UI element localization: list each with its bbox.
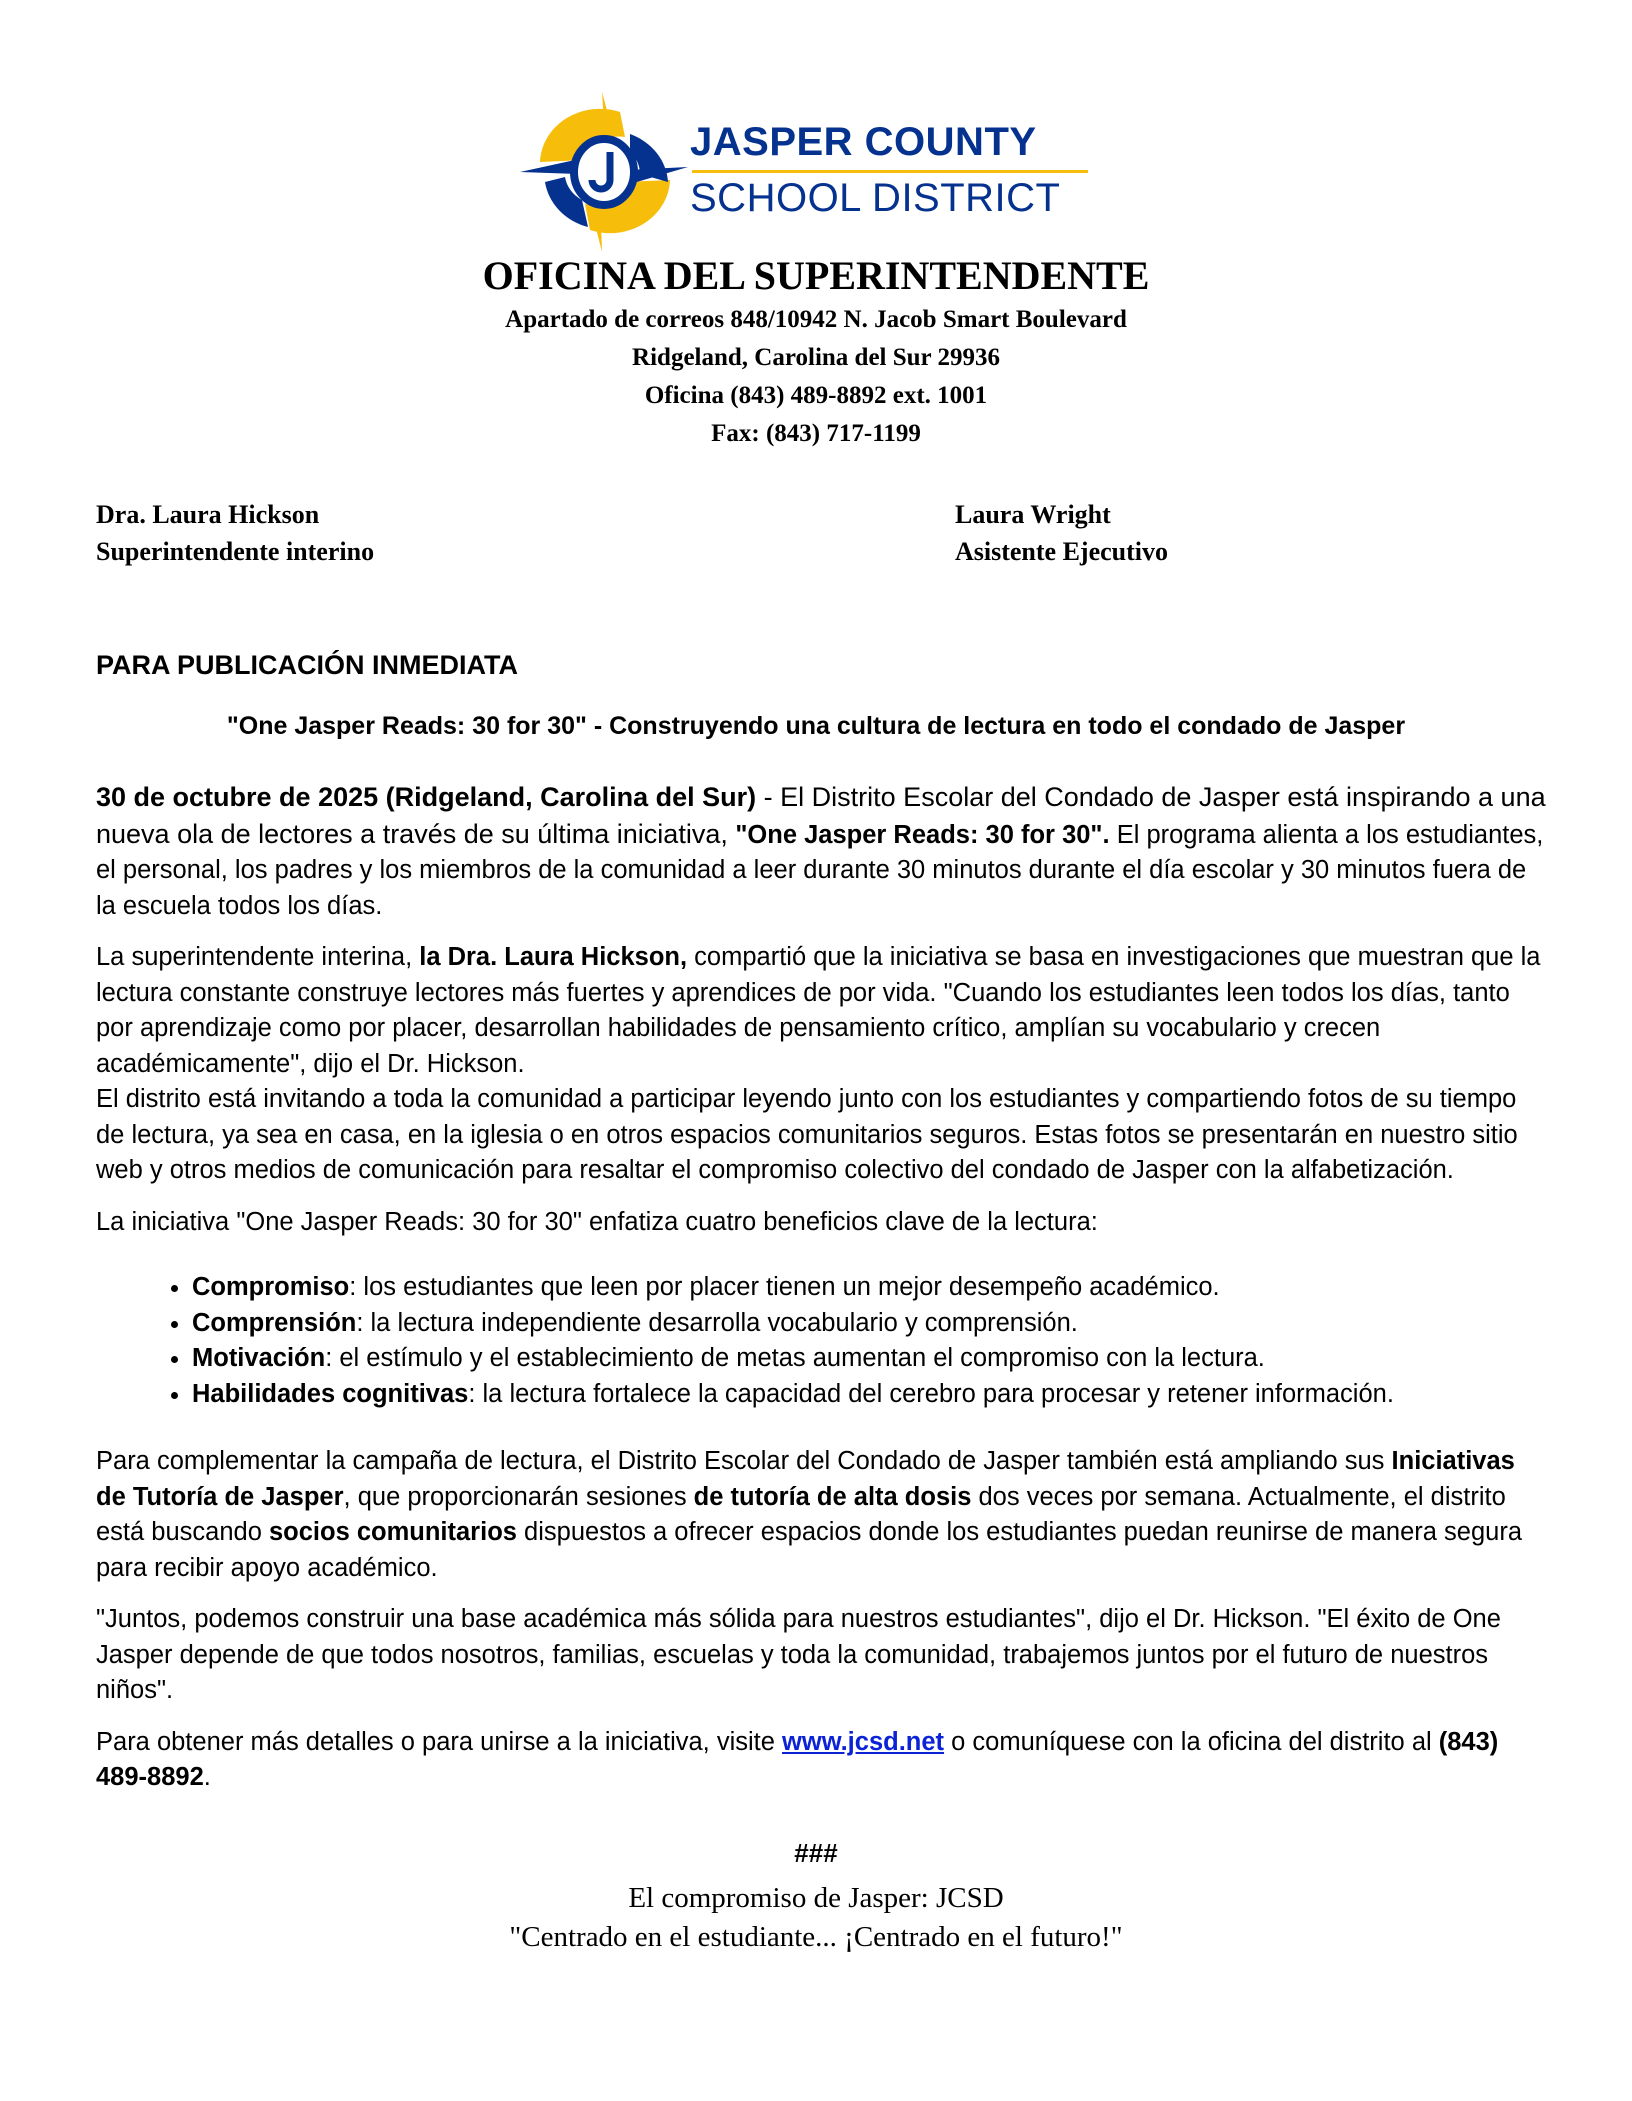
address-line: Oficina (843) 489-8892 ext. 1001	[644, 382, 988, 409]
text-bold: Compromiso	[192, 1273, 350, 1301]
staff-right	[955, 496, 1168, 570]
staff-left	[96, 496, 374, 570]
end-mark: ###	[794, 1838, 838, 1868]
text: dispuestos a ofrecer espacios donde los estudiantes puedan reunirse de manera segura para recibir apoyo académico.	[96, 1518, 1523, 1582]
website-link[interactable]: www.jcsd.net	[782, 1727, 945, 1756]
staff-role: Asistente Ejecutivo	[955, 537, 1169, 566]
district-logo	[520, 92, 1090, 252]
footer-line-1: El compromiso de Jasper: JCSD	[628, 1882, 1004, 1914]
staff-role: Superintendente interino	[96, 537, 375, 566]
text-bold: la Dra. Laura Hickson,	[419, 943, 688, 971]
list-item	[192, 1341, 1546, 1377]
text-bold: "One Jasper Reads: 30 for 30".	[735, 820, 1110, 849]
list-item	[192, 1270, 1546, 1306]
paragraph-community: El distrito está invitando a toda la comunidad a participar leyendo junto con los estudiantes y compartiendo fotos de su tiempo de lectura, ya sea en casa, en la iglesia o en otros espacios comunitarios seguros. Estas fotos se presentarán en nuestro sitio web y otros medios de comunicación para resaltar el compromiso colectivo del condado de Jasper con la alfabetización.	[96, 1085, 1518, 1184]
logo-line-1: JASPER COUNTY	[690, 120, 1037, 164]
text: compartió que la iniciativa se basa en investigaciones que muestran que la lectura constante construye lectores más fuertes y aprendices de por vida. "Cuando los estudiantes leen todos los días, tanto por aprendizaje como por placer, desarrollan habilidades de pensamiento crítico, amplían su vocabulario y crecen académicamente", dijo el Dr. Hickson.	[96, 943, 1541, 1078]
staff-name: Laura Wright	[955, 500, 1111, 529]
list-item	[192, 1306, 1546, 1342]
phone-number: (843) 489-8892	[96, 1727, 1499, 1791]
text: , que proporcionarán sesiones	[343, 1482, 694, 1511]
office-title: OFICINA DEL SUPERINTENDENTE	[482, 253, 1150, 298]
text-bold: Iniciativas de Tutoría de Jasper	[96, 1447, 1515, 1511]
text-bold: de tutoría de alta dosis	[693, 1482, 972, 1511]
text: El programa alienta a los estudiantes, el personal, los padres y los miembros de la comunidad a leer durante 30 minutos durante el día escolar y 30 minutos fuera de la escuela todos los días.	[96, 820, 1544, 920]
text: : los estudiantes que leen por placer tienen un mejor desempeño académico.	[349, 1273, 1220, 1301]
text: : la lectura fortalece la capacidad del cerebro para procesar y retener información.	[468, 1379, 1394, 1408]
dateline: 30 de octubre de 2025 (Ridgeland, Carolina del Sur)	[96, 782, 757, 812]
text: : la lectura independiente desarrolla vocabulario y comprensión.	[356, 1308, 1078, 1337]
paragraph-benefits-intro: La iniciativa "One Jasper Reads: 30 for 30" enfatiza cuatro beneficios clave de la lectura:	[96, 1207, 1098, 1236]
text-bold: Motivación	[192, 1344, 326, 1372]
headline: "One Jasper Reads: 30 for 30" - Construyendo una cultura de lectura en todo el condado de Jasper	[226, 712, 1406, 740]
text: : el estímulo y el establecimiento de metas aumentan el compromiso con la lectura.	[325, 1344, 1265, 1372]
benefits-list	[96, 1270, 1546, 1412]
text-bold: Habilidades cognitivas	[192, 1379, 469, 1408]
text-bold: socios comunitarios	[268, 1518, 517, 1546]
text: Para obtener más detalles o para unirse a la iniciativa, visite	[96, 1727, 783, 1756]
address-line: Ridgeland, Carolina del Sur 29936	[632, 344, 1000, 371]
text: dos veces por semana. Actualmente, el distrito está buscando	[96, 1482, 1506, 1546]
logo-line-2: SCHOOL DISTRICT	[690, 176, 1061, 220]
text: o comuníquese con la oficina del distrito al	[944, 1727, 1439, 1756]
paragraph-intro	[96, 780, 1546, 924]
footer-slogan: "Centrado en el estudiante... ¡Centrado en el futuro!"	[509, 1921, 1123, 1953]
text: .	[203, 1763, 211, 1791]
staff-name: Dra. Laura Hickson	[96, 500, 320, 529]
text-bold: Comprensión	[192, 1308, 357, 1337]
release-label: PARA PUBLICACIÓN INMEDIATA	[96, 650, 518, 680]
address-line: Fax: (843) 717-1199	[711, 420, 921, 447]
text: La superintendente interina,	[96, 943, 420, 971]
paragraph-tutoring	[96, 1444, 1546, 1586]
paragraph-quote	[96, 940, 1546, 1082]
text: - El Distrito Escolar del Condado de Jasper está inspirando a una nueva ola de lectores a través de su última iniciativa,	[96, 782, 1546, 849]
paragraph-contact	[96, 1725, 1546, 1796]
address-line: Apartado de correos 848/10942 N. Jacob Smart Boulevard	[505, 306, 1127, 333]
logo-divider	[692, 170, 1088, 173]
text: Para complementar la campaña de lectura, el Distrito Escolar del Condado de Jasper también está ampliando sus	[96, 1447, 1392, 1475]
paragraph-closing-quote: "Juntos, podemos construir una base académica más sólida para nuestros estudiantes", dijo el Dr. Hickson. "El éxito de One Jasper depende de que todos nosotros, familias, escuelas y toda la comunidad, trabajemos juntos por el futuro de nuestros niños".	[96, 1605, 1501, 1704]
article-body	[96, 780, 1546, 1812]
list-item	[192, 1377, 1546, 1413]
